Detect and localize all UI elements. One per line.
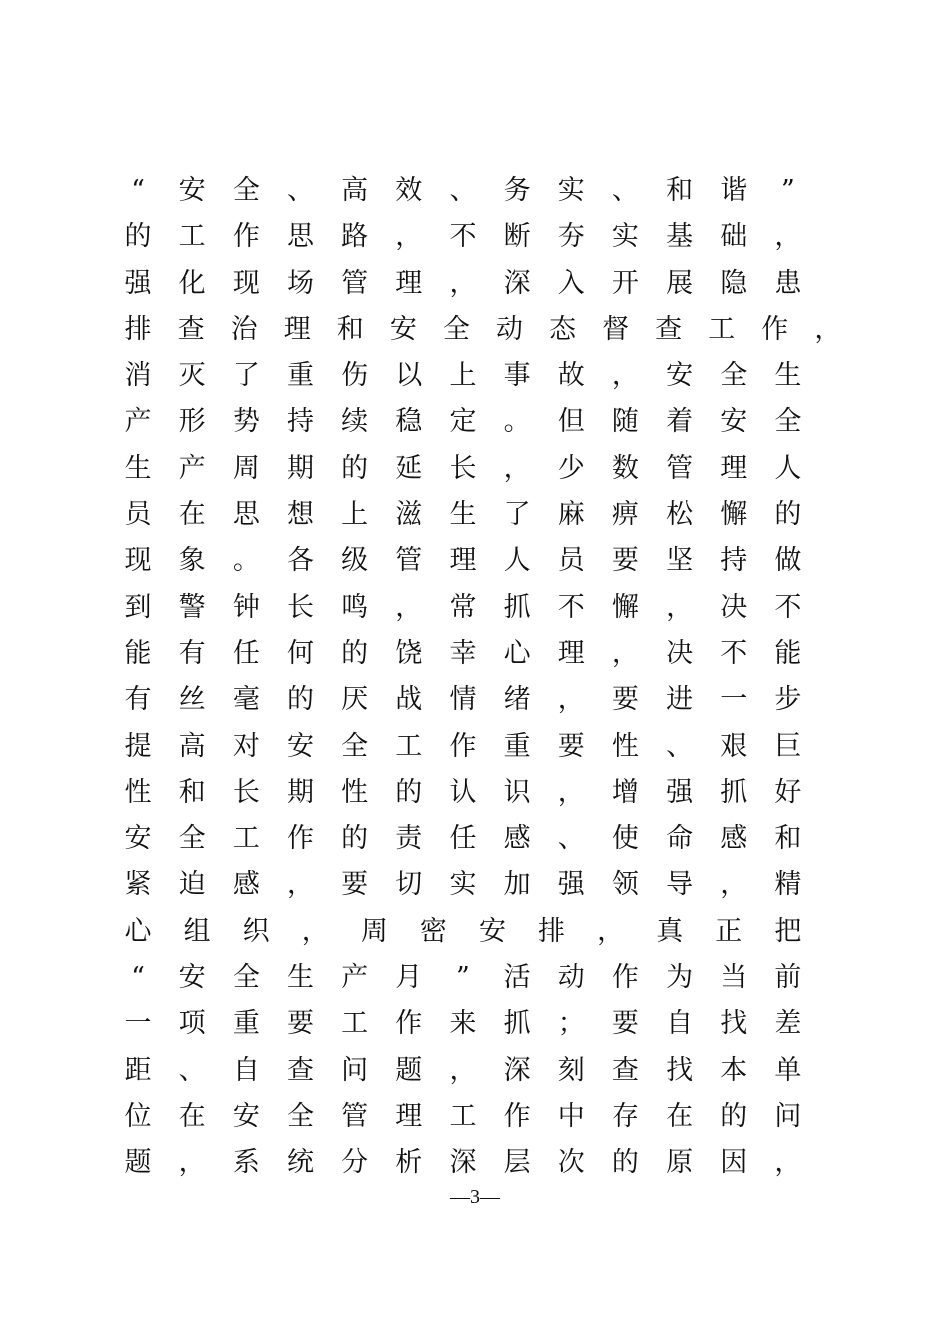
text-line: 提 高 对 安 全 工 作 重 要 性 、 艰 巨: [124, 730, 802, 762]
text-line: 消 灭 了 重 伤 以 上 事 故 ， 安 全 生: [124, 360, 802, 392]
text-line: “ 安 全 生 产 月 ” 活 动 作 为 当 前: [131, 962, 802, 994]
text-line: “ 安 全 、 高 效 、 务 实 、 和 谐 ”: [131, 175, 795, 206]
text-line: 心 组 织 ， 周 密 安 排 ， 真 正 把: [124, 915, 802, 947]
text-line: 现 象 。 各 级 管 理 人 员 要 坚 持 做: [124, 545, 802, 577]
text-line: 强 化 现 场 管 理 ， 深 入 开 展 隐 患: [124, 267, 802, 299]
text-line: 安 全 工 作 的 责 任 感 、 使 命 感 和: [124, 823, 802, 855]
text-line: 一 项 重 要 工 作 来 抓 ； 要 自 找 差: [124, 1008, 802, 1040]
text-line: 紧 迫 感 ， 要 切 实 加 强 领 导 ， 精: [124, 869, 802, 901]
text-line: 性 和 长 期 性 的 认 识 ， 增 强 抓 好: [124, 776, 802, 808]
text-line: 员 在 思 想 上 滋 生 了 麻 痹 松 懈 的: [124, 499, 802, 531]
text-line: 到 警 钟 长 鸣 ， 常 抓 不 懈 ， 决 不: [124, 591, 802, 623]
text-line: 距 、 自 查 问 题 ， 深 刻 查 找 本 单: [124, 1054, 802, 1086]
body-text: [124, 168, 844, 1187]
text-line: 题 ， 系 统 分 析 深 层 次 的 原 因 ，: [124, 1147, 802, 1179]
text-line: 能 有 任 何 的 饶 幸 心 理 ， 决 不 能: [124, 637, 802, 669]
text-line: 产 形 势 持 续 稳 定 。 但 随 着 安 全: [124, 406, 802, 438]
text-line: 有 丝 毫 的 厌 战 情 绪 ， 要 进 一 步: [124, 684, 802, 716]
page-number: —3—: [450, 1186, 500, 1208]
text-line: 的 工 作 思 路 ， 不 断 夯 实 基 础 ，: [124, 221, 802, 253]
text-line: 位 在 安 全 管 理 工 作 中 存 在 的 问: [124, 1100, 802, 1132]
text-line: 生 产 周 期 的 延 长 ， 少 数 管 理 人: [124, 452, 802, 484]
text-line: 排 查 治 理 和 安 全 动 态 督 查 工 作 ，: [124, 313, 842, 345]
